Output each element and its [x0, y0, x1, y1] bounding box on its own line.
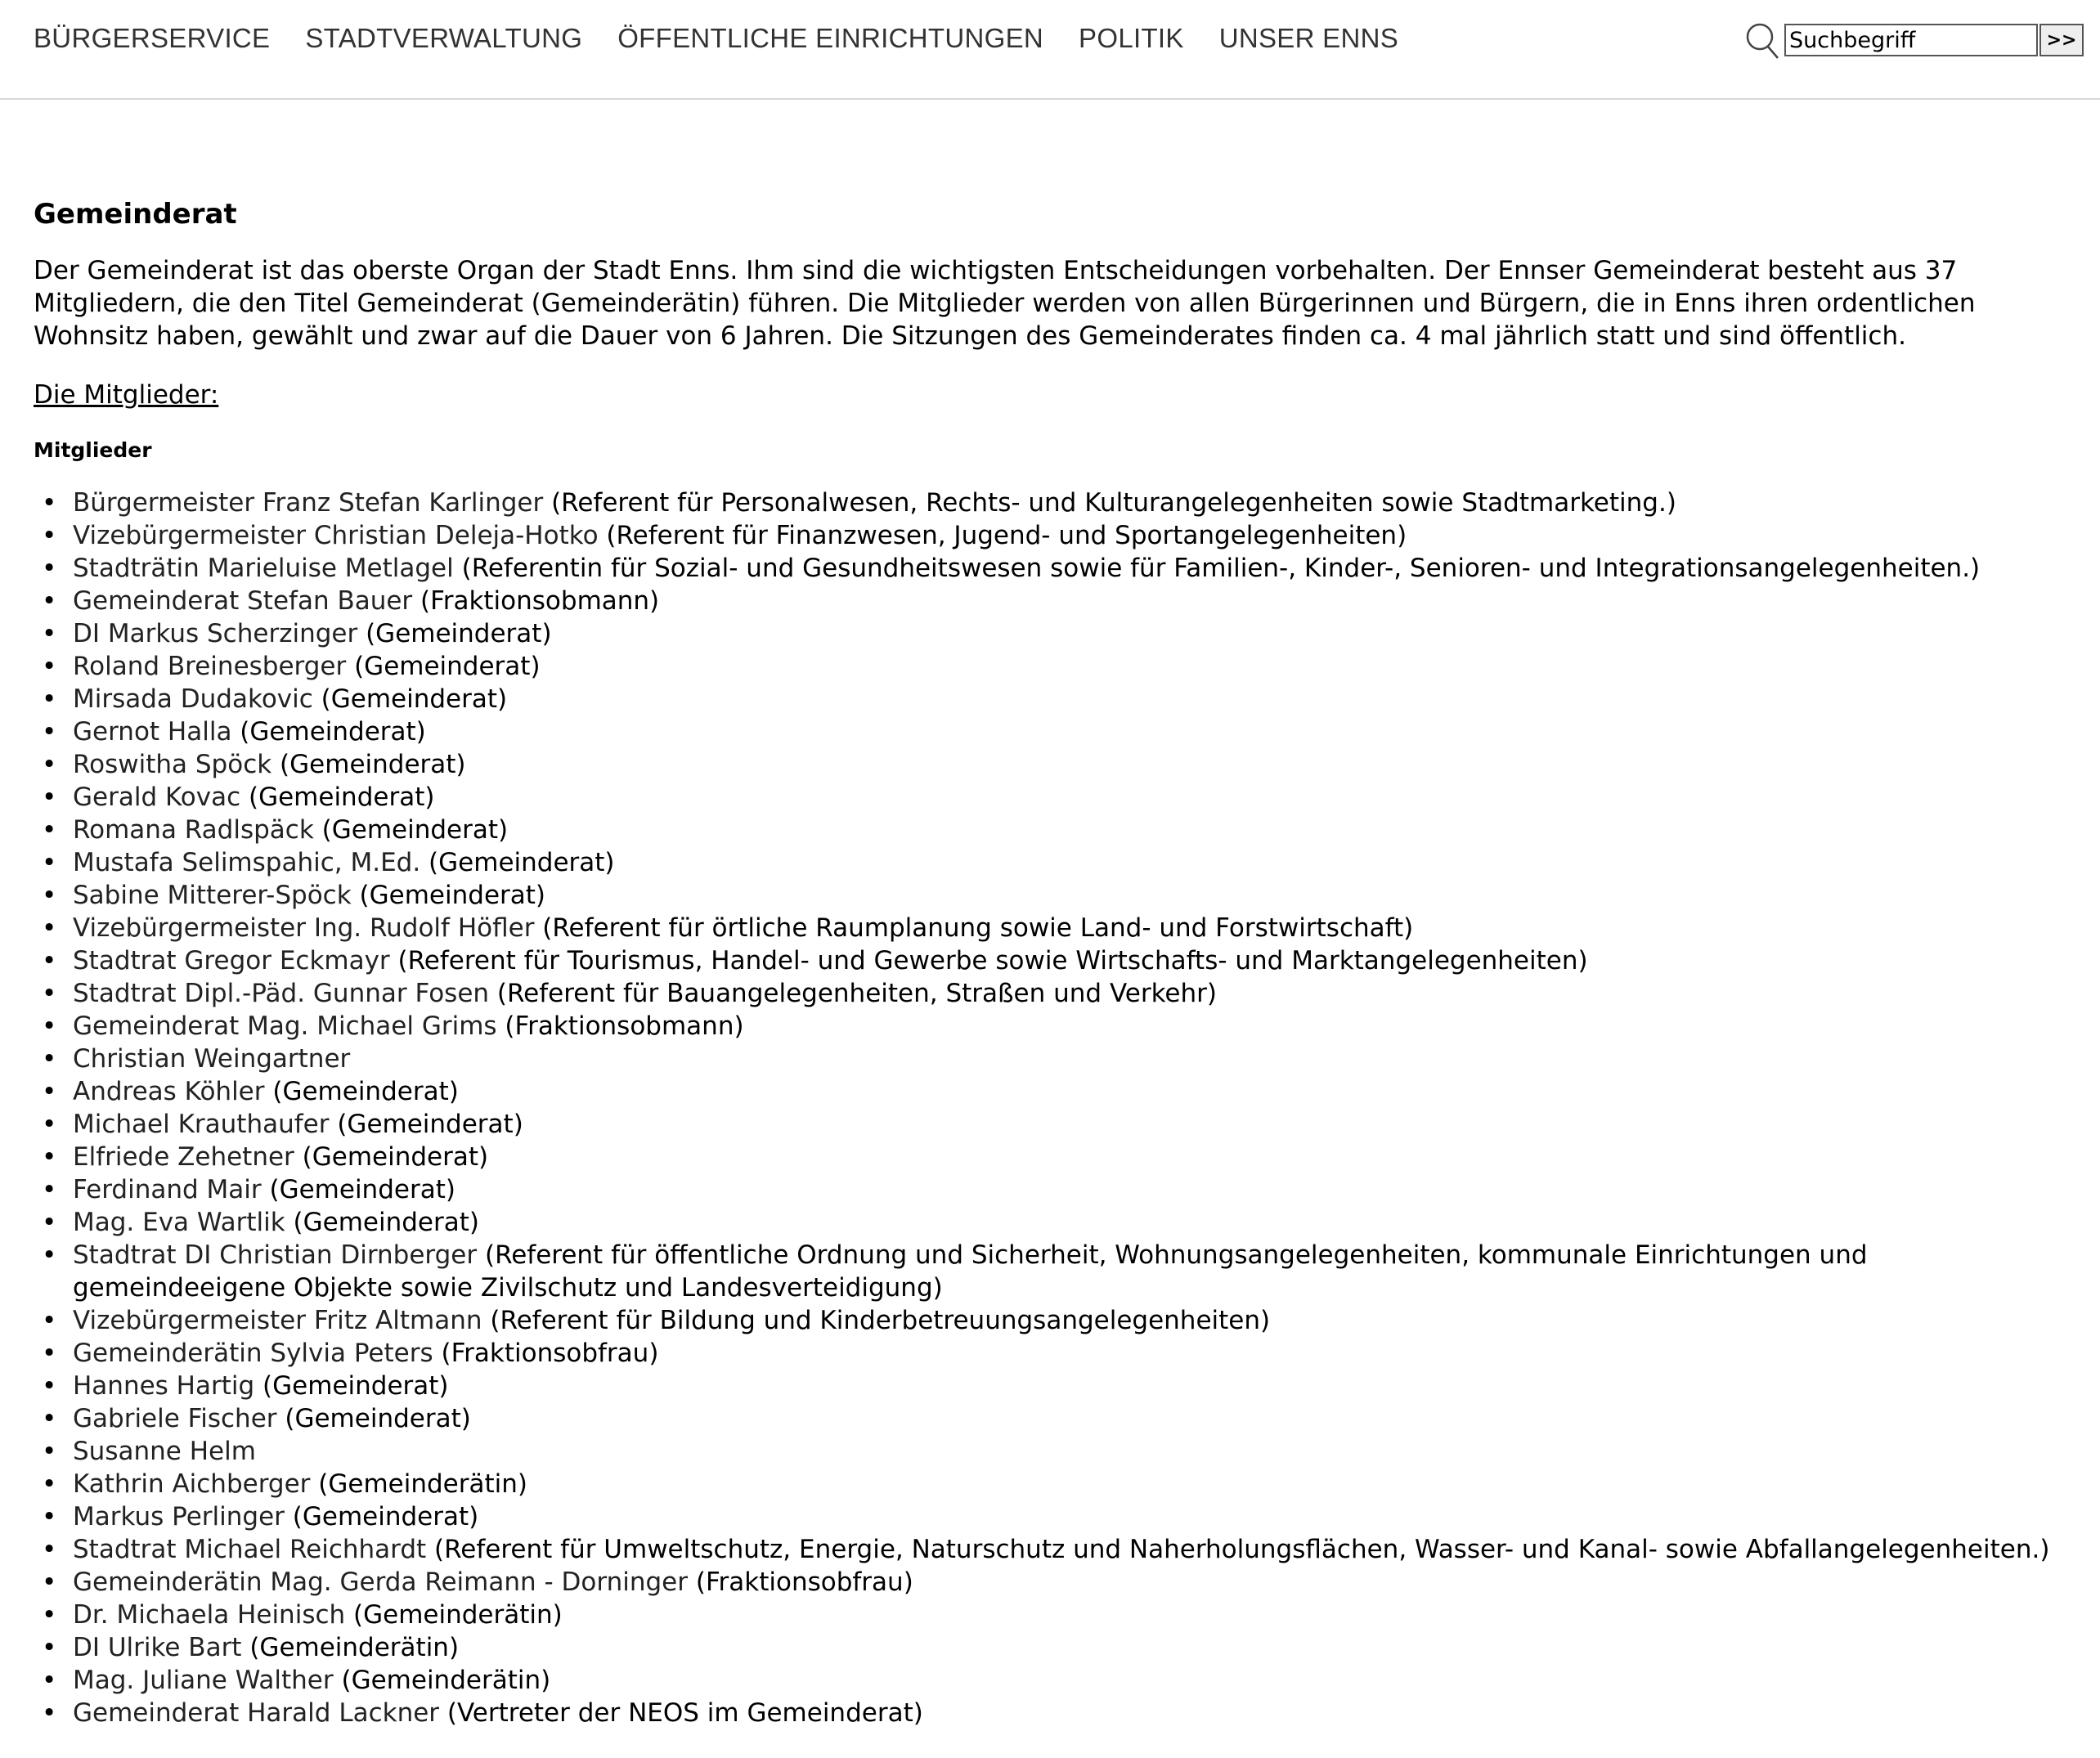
member-role: (Gemeinderat) [264, 1077, 459, 1106]
member-role: (Gemeinderat) [420, 848, 615, 877]
member-name: Gemeinderat Stefan Bauer [73, 586, 413, 616]
member-name: Romana Radlspäck [73, 815, 314, 845]
member-item [34, 1435, 2078, 1468]
member-role: (Referent für Umweltschutz, Energie, Naturschutz und Naherholungsflächen, Wasser- und Kanal- sowie Abfallangelegenheiten.) [426, 1535, 2050, 1564]
member-item [34, 715, 2078, 748]
member-name: Vizebürgermeister Fritz Altmann [73, 1306, 482, 1335]
member-item [34, 1043, 2078, 1075]
search-submit-button[interactable]: >> [2039, 24, 2084, 56]
member-item [34, 1631, 2078, 1664]
member-item [34, 1173, 2078, 1206]
member-name: Mag. Eva Wartlik [73, 1208, 285, 1237]
member-role: (Gemeinderat) [346, 652, 541, 681]
member-name: Stadtrat DI Christian Dirnberger [73, 1240, 478, 1270]
member-role: (Fraktionsobmann) [496, 1011, 744, 1041]
member-item [34, 617, 2078, 650]
member-role: (Referent für Bildung und Kinderbetreuungsangelegenheiten) [482, 1306, 1271, 1335]
member-role: (Gemeinderat) [261, 1175, 455, 1204]
member-role: (Fraktionsobfrau) [433, 1339, 659, 1368]
member-name: Kathrin Aichberger [73, 1469, 311, 1499]
page-title: Gemeinderat [34, 198, 237, 231]
member-item [34, 846, 2078, 879]
member-name: Stadtrat Dipl.-Päd. Gunnar Fosen [73, 979, 490, 1008]
member-role: (Fraktionsobmann) [412, 586, 660, 616]
member-name: Gemeinderat Harald Lackner [73, 1698, 440, 1728]
member-item [34, 1533, 2078, 1566]
member-role: (Gemeinderat) [329, 1110, 523, 1139]
member-role: (Gemeinderat) [285, 1208, 479, 1237]
member-name: Michael Krauthaufer [73, 1110, 330, 1139]
member-name: DI Markus Scherzinger [73, 619, 358, 648]
member-item [34, 1500, 2078, 1533]
member-role: (Gemeinderätin) [333, 1666, 551, 1695]
member-item [34, 1599, 2078, 1631]
member-item [34, 1566, 2078, 1599]
member-role: (Referentin für Sozial- und Gesundheitswesen sowie für Familien-, Kinder-, Senioren- und Integrationsangelegenheiten.) [453, 554, 1981, 583]
member-item [34, 487, 2078, 519]
member-role: (Referent für Finanzwesen, Jugend- und Sportangelegenheiten) [598, 521, 1407, 550]
members-link[interactable]: Die Mitglieder: [34, 380, 219, 410]
member-item [34, 1075, 2078, 1108]
search-input[interactable] [1784, 24, 2038, 56]
member-name: Markus Perlinger [73, 1502, 285, 1532]
nav-oeffentliche-einrichtungen[interactable]: ÖFFENTLICHE EINRICHTUNGEN [617, 23, 1044, 53]
member-role: (Gemeinderätin) [345, 1600, 563, 1630]
member-item [34, 1304, 2078, 1337]
member-item [34, 781, 2078, 814]
member-role: (Gemeinderätin) [241, 1633, 460, 1662]
member-item [34, 912, 2078, 944]
intro-paragraph: Der Gemeinderat ist das oberste Organ der Stadt Enns. Ihm sind die wichtigsten Entscheidungen vorbehalten. Der Ennser Gemeinderat besteht aus 37 Mitgliedern, die den Titel Gemeinderat (Gemeinderätin) führen. Die Mitglieder werden von allen Bürgerinnen und Bürgern, die in Enns ihren ordentlichen Wohnsitz haben, gewählt und zwar auf die Dauer von 6 Jahren. Die Sitzungen des Gemeinderates finden ca. 4 mal jährlich statt und sind öffentlich. [34, 256, 1976, 351]
member-name: Dr. Michaela Heinisch [73, 1600, 346, 1630]
member-name: Susanne Helm [73, 1437, 256, 1466]
main-content [34, 192, 2078, 1729]
member-item [34, 683, 2078, 715]
member-name: Vizebürgermeister Christian Deleja-Hotko [73, 521, 599, 550]
nav-politik[interactable]: POLITIK [1079, 23, 1184, 53]
member-name: Ferdinand Mair [73, 1175, 262, 1204]
magnifier-icon[interactable] [1745, 20, 1781, 60]
nav-unser-enns[interactable]: UNSER ENNS [1218, 23, 1399, 53]
member-role: (Vertreter der NEOS im Gemeinderat) [439, 1698, 923, 1728]
member-name: Hannes Hartig [73, 1371, 255, 1401]
member-role: (Gemeinderat) [254, 1371, 449, 1401]
member-role: (Gemeinderat) [271, 750, 466, 779]
member-item [34, 1206, 2078, 1239]
member-name: Stadtrat Gregor Eckmayr [73, 946, 390, 975]
members-heading: Mitglieder [34, 438, 152, 462]
member-name: Mag. Juliane Walther [73, 1666, 334, 1695]
member-name: Gernot Halla [73, 717, 232, 747]
member-role: (Referent für örtliche Raumplanung sowie Land- und Forstwirtschaft) [534, 913, 1414, 943]
member-role: (Referent für Bauangelegenheiten, Straßen und Verkehr) [489, 979, 1217, 1008]
member-item [34, 1337, 2078, 1370]
member-role: (Fraktionsobfrau) [688, 1567, 913, 1597]
member-name: Gemeinderätin Mag. Gerda Reimann - Dorninger [73, 1567, 688, 1597]
member-item [34, 552, 2078, 585]
nav-stadtverwaltung[interactable]: STADTVERWALTUNG [305, 23, 583, 53]
members-list [34, 487, 2078, 1729]
member-role: (Gemeinderat) [357, 619, 552, 648]
member-role: (Gemeinderat) [276, 1404, 471, 1433]
member-item [34, 748, 2078, 781]
member-role: (Gemeinderat) [240, 783, 435, 812]
member-name: Roswitha Spöck [73, 750, 272, 779]
member-name: Stadtrat Michael Reichhardt [73, 1535, 427, 1564]
member-name: Roland Breinesberger [73, 652, 347, 681]
member-name: Mustafa Selimspahic, M.Ed. [73, 848, 421, 877]
member-name: Elfriede Zehetner [73, 1142, 294, 1172]
member-item [34, 650, 2078, 683]
member-item [34, 585, 2078, 617]
member-name: Gerald Kovac [73, 783, 241, 812]
member-item [34, 1010, 2078, 1043]
main-menu [34, 23, 1398, 54]
member-item [34, 1697, 2078, 1729]
member-role: (Gemeinderat) [231, 717, 426, 747]
member-name: Gabriele Fischer [73, 1404, 277, 1433]
member-item [34, 1239, 2078, 1304]
member-role: (Gemeinderat) [294, 1142, 489, 1172]
member-item [34, 1664, 2078, 1697]
member-name: Stadträtin Marieluise Metlagel [73, 554, 454, 583]
member-name: Gemeinderätin Sylvia Peters [73, 1339, 433, 1368]
member-role: (Gemeinderätin) [310, 1469, 527, 1499]
member-item [34, 814, 2078, 846]
member-item [34, 519, 2078, 552]
member-name: Gemeinderat Mag. Michael Grims [73, 1011, 497, 1041]
member-item [34, 977, 2078, 1010]
member-role: (Referent für öffentliche Ordnung und Sicherheit, Wohnungsangelegenheiten, kommunale Einrichtungen und gemeindeeigene Objekte sowie Zivilschutz und Landesverteidigung) [73, 1240, 1868, 1303]
member-name: DI Ulrike Bart [73, 1633, 242, 1662]
member-item [34, 944, 2078, 977]
member-name: Mirsada Dudakovic [73, 684, 313, 714]
member-role: (Gemeinderat) [313, 815, 509, 845]
member-role: (Referent für Personalwesen, Rechts- und Kulturangelegenheiten sowie Stadtmarketing.) [543, 488, 1676, 518]
member-item [34, 1402, 2078, 1435]
top-navigation [0, 0, 2100, 100]
member-item [34, 1108, 2078, 1141]
member-name: Sabine Mitterer-Spöck [73, 881, 352, 910]
member-item [34, 1468, 2078, 1500]
member-name: Vizebürgermeister Ing. Rudolf Höfler [73, 913, 535, 943]
member-name: Christian Weingartner [73, 1044, 351, 1074]
member-item [34, 879, 2078, 912]
member-name: Andreas Köhler [73, 1077, 265, 1106]
nav-buergerservice[interactable]: BÜRGERSERVICE [34, 23, 271, 53]
member-role: (Gemeinderat) [351, 881, 546, 910]
member-name: Bürgermeister Franz Stefan Karlinger [73, 488, 544, 518]
member-role: (Referent für Tourismus, Handel- und Gewerbe sowie Wirtschafts- und Marktangelegenheiten) [389, 946, 1588, 975]
search-form [1745, 20, 2084, 60]
member-item [34, 1141, 2078, 1173]
member-role: (Gemeinderat) [312, 684, 508, 714]
member-role: (Gemeinderat) [284, 1502, 479, 1532]
member-item [34, 1370, 2078, 1402]
